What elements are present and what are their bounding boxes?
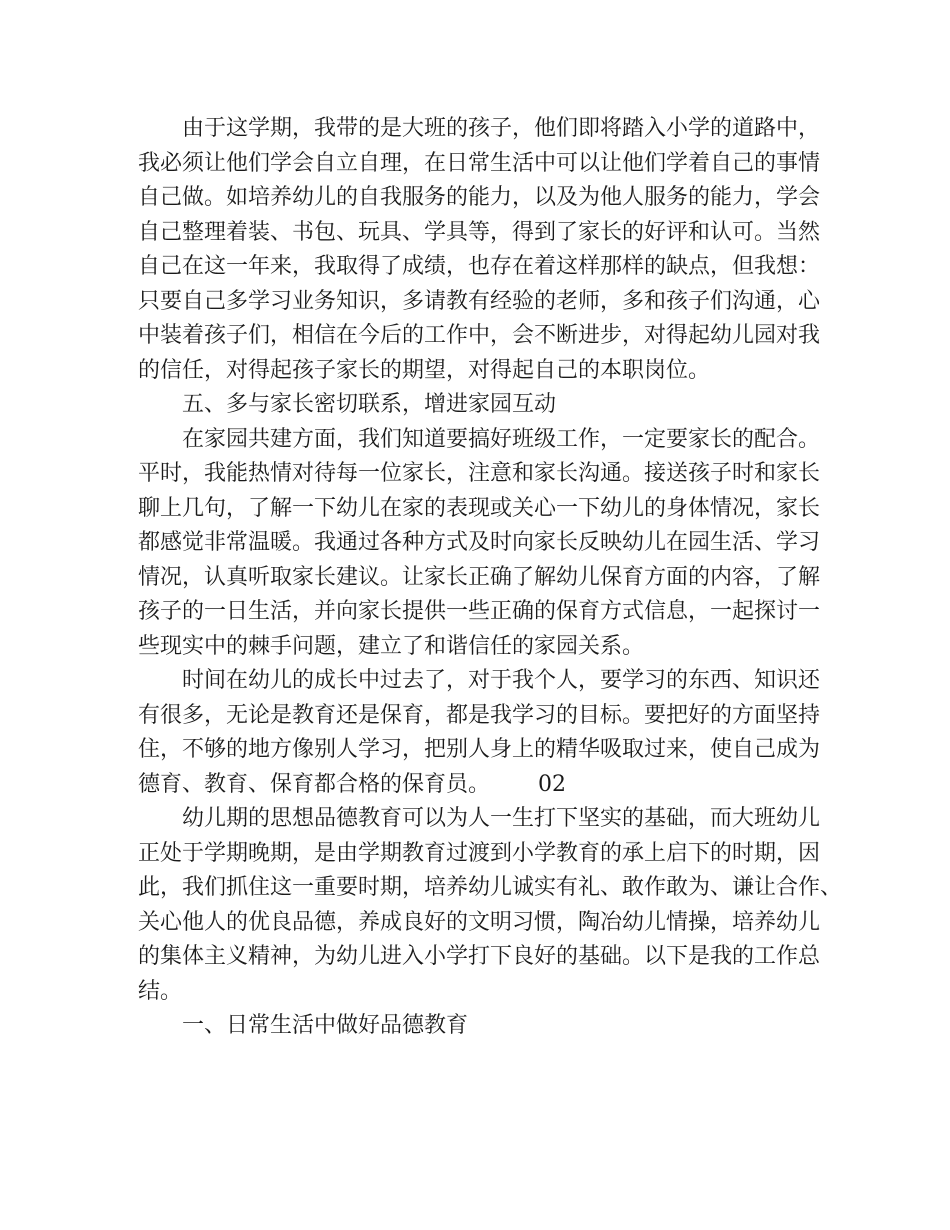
- text-line: 孩子的一日生活，并向家长提供一些正确的保育方式信息，一起探讨一: [138, 599, 821, 624]
- text-line-with-number: [138, 768, 818, 803]
- section-number: 02: [538, 771, 567, 797]
- section-heading: 一、日常生活中做好品德教育: [182, 1013, 469, 1038]
- text-line: 由于这学期，我带的是大班的孩子，他们即将踏入小学的道路中，: [182, 116, 821, 141]
- text-line: 聊上几句，了解一下幼儿在家的表现或关心一下幼儿的身体情况，家长: [138, 495, 821, 521]
- text-line: 幼儿期的思想品德教育可以为人一生打下坚实的基础，而大班幼儿: [182, 806, 821, 831]
- text-line: 自己整理着装、书包、玩具、学具等，得到了家长的好评和认可。当然: [138, 219, 821, 245]
- text-line: 此，我们抓住这一重要时期，培养幼儿诚实有礼、敢作敢为、谦让合作、: [138, 875, 843, 900]
- text-line: 的集体主义精神，为幼儿进入小学打下良好的基础。以下是我的工作总: [138, 944, 821, 969]
- text-line: 有很多，无论是教育还是保育，都是我学习的目标。要把好的方面坚持: [138, 702, 821, 728]
- body-text: [138, 112, 843, 1044]
- text-line: 只要自己多学习业务知识，多请教有经验的老师，多和孩子们沟通，心: [138, 288, 821, 314]
- text-line: 住，不够的地方像别人学习，把别人身上的精华吸取过来，使自己成为: [138, 737, 821, 762]
- text-line: 都感觉非常温暖。我通过各种方式及时向家长反映幼儿在园生活、学习: [138, 530, 821, 555]
- text-line: 情况，认真听取家长建议。让家长正确了解幼儿保育方面的内容，了解: [138, 564, 821, 590]
- text-line-content: 德育、教育、保育都合格的保育员。: [138, 771, 491, 797]
- text-line: 的信任，对得起孩子家长的期望，对得起自己的本职岗位。: [138, 357, 711, 383]
- section-heading: 五、多与家长密切联系，增进家园互动: [182, 392, 557, 417]
- text-line: 在家园共建方面，我们知道要搞好班级工作，一定要家长的配合。: [182, 426, 821, 452]
- text-line: 平时，我能热情对待每一位家长，注意和家长沟通。接送孩子时和家长: [138, 461, 821, 486]
- text-line: 自己做。如培养幼儿的自我服务的能力，以及为他人服务的能力，学会: [138, 185, 821, 210]
- text-line: 正处于学期晚期，是由学期教育过渡到小学教育的承上启下的时期，因: [138, 840, 821, 866]
- text-line: 时间在幼儿的成长中过去了，对于我个人，要学习的东西、知识还: [182, 668, 821, 693]
- text-line: 些现实中的棘手问题，建立了和谐信任的家园关系。: [138, 633, 645, 659]
- text-line: 自己在这一年来，我取得了成绩，也存在着这样那样的缺点，但我想：: [138, 254, 821, 279]
- text-line: 关心他人的优良品德，养成良好的文明习惯，陶冶幼儿情操，培养幼儿: [138, 909, 821, 935]
- text-line: 我必须让他们学会自立自理，在日常生活中可以让他们学着自己的事情: [138, 150, 821, 176]
- text-line: 中装着孩子们，相信在今后的工作中，会不断进步，对得起幼儿园对我: [138, 323, 821, 348]
- text-line: 结。: [138, 978, 183, 1004]
